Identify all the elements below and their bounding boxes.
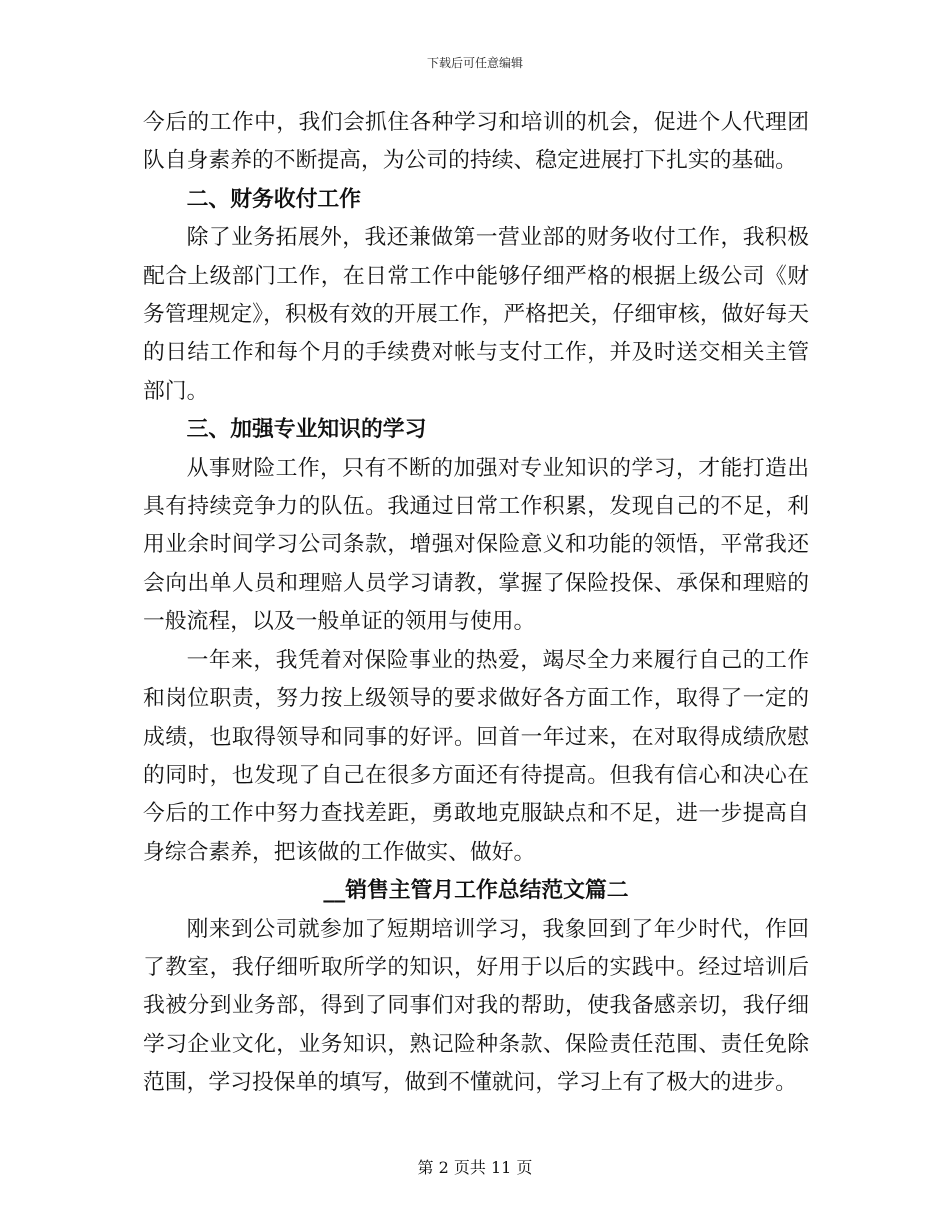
paragraph-training: 刚来到公司就参加了短期培训学习，我象回到了年少时代，作回了教室，我仔细听取所学的知识，好用于以后的实践中。经过培训后我被分到业务部，得到了同事们对我的帮助，使我备感亲切，我仔细学习企业文化，业务知识，熟记险种条款、保险责任范围、责任免除范围，学习投保单的填写，做到不懂就问，学习上有了极大的进步。	[143, 916, 809, 1096]
header-note: 下载后可任意编辑	[426, 56, 523, 70]
page-number: 第 2 页共 11 页	[417, 1158, 533, 1177]
section-heading-learning: 三、加强专业知识的学习	[186, 417, 427, 443]
document-body	[143, 104, 809, 1103]
section-heading-finance: 二、财务收付工作	[186, 186, 361, 212]
paragraph-continuation: 今后的工作中，我们会抓住各种学习和培训的机会，促进个人代理团队自身素养的不断提高，为公司的持续、稳定进展打下扎实的基础。	[143, 110, 809, 174]
paragraph-summary: 一年来，我凭着对保险事业的热爱，竭尽全力来履行自己的工作和岗位职责，努力按上级领导的要求做好各方面工作，取得了一定的成绩，也取得领导和同事的好评。回首一年过来，在对取得成绩欣慰的同时，也发现了自己在很多方面还有待提高。但我有信心和决心在今后的工作中努力查找差距，勇敢地克服缺点和不足，进一步提高自身综合素养，把该做的工作做实、做好。	[143, 647, 809, 865]
paragraph-learning: 从事财险工作，只有不断的加强对专业知识的学习，才能打造出具有持续竞争力的队伍。我通过日常工作积累，发现自己的不足，利用业余时间学习公司条款，增强对保险意义和功能的领悟，平常我还会向出单人员和理赔人员学习请教，掌握了保险投保、承保和理赔的一般流程，以及一般单证的领用与使用。	[143, 455, 809, 635]
article-title-2: __销售主管月工作总结范文篇二	[323, 878, 629, 904]
paragraph-finance: 除了业务拓展外，我还兼做第一营业部的财务收付工作，我积极配合上级部门工作，在日常工作中能够仔细严格的根据上级公司《财务管理规定》，积极有效的开展工作，严格把关，仔细审核，做好每天的日结工作和每个月的手续费对帐与支付工作，并及时送交相关主管部门。	[143, 225, 809, 404]
